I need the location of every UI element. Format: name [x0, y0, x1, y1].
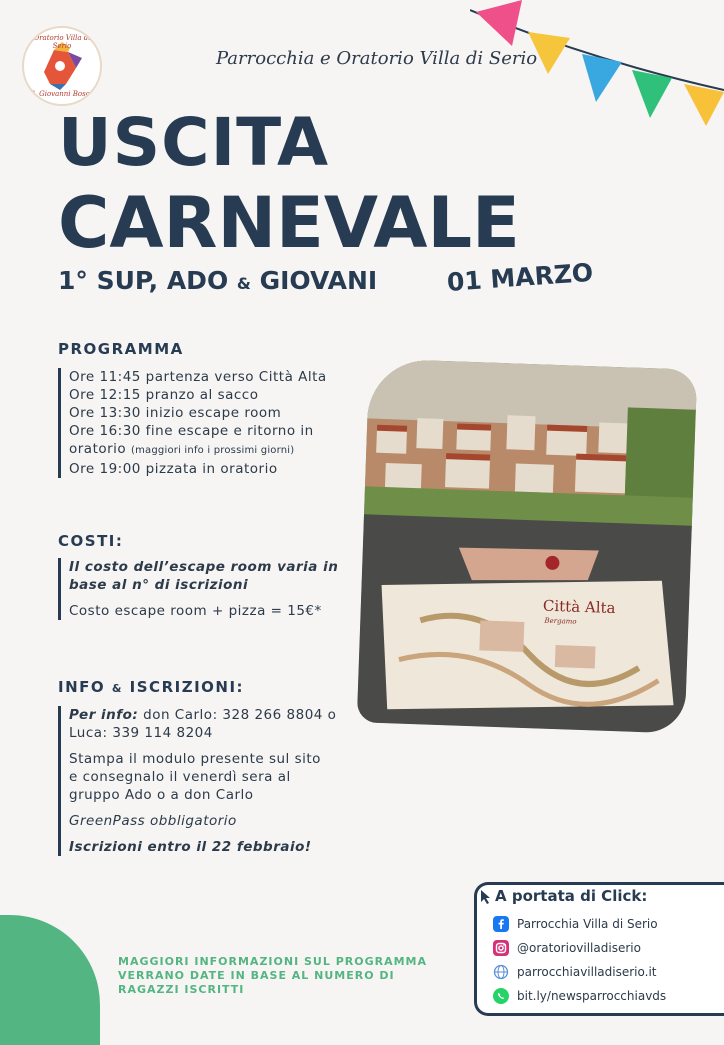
cursor-icon [479, 889, 493, 905]
stampa-line: gruppo Ado o a don Carlo [69, 787, 254, 803]
subtitle-part-b: GIOVANI [250, 266, 378, 295]
whatsapp-link[interactable] [517, 989, 666, 1003]
instagram-icon [493, 940, 509, 956]
per-info-line: Luca: 339 114 8204 [69, 725, 213, 741]
map-subtitle: Bergamo [544, 616, 577, 626]
logo-text-top: Oratorio Villa di Serio [33, 34, 91, 50]
programma-item-text: oratorio [69, 441, 127, 457]
city-photo-illustration [357, 358, 698, 733]
logo-text-bottom: S. Giovanni Bosco [30, 90, 94, 98]
title-line2: CARNEVALE [58, 182, 520, 264]
greenpass-note: GreenPass obbligatorio [69, 813, 237, 829]
per-info-contact: don Carlo: 328 266 8804 o [138, 707, 337, 723]
programma-item: Ore 12:15 pranzo al sacco [69, 387, 259, 403]
programma-item: Ore 13:30 inizio escape room [69, 405, 282, 421]
event-date: 01 MARZO [446, 257, 595, 297]
programma-item: Ore 16:30 fine escape e ritorno in [69, 423, 314, 439]
costi-heading: COSTI: [58, 532, 124, 550]
instagram-link[interactable] [517, 941, 641, 955]
stampa-line: e consegnalo il venerdì sera al [69, 769, 291, 785]
per-info-label: Per info: [69, 707, 139, 723]
oratorio-logo [22, 26, 102, 106]
programma-heading: PROGRAMMA [58, 340, 184, 358]
info-heading [58, 678, 244, 696]
costi-price: Costo escape room + pizza = 15€* [69, 603, 322, 619]
info-heading-a: INFO [58, 678, 112, 696]
map-title: Città Alta [542, 596, 616, 618]
bunting-flag [528, 32, 570, 74]
facebook-icon [493, 916, 509, 932]
programma-list [58, 368, 369, 478]
title-line1: USCITA [58, 104, 330, 181]
website-label: parrocchiavilladiserio.it [517, 965, 657, 979]
subtitle-ampersand: & [236, 274, 251, 293]
costi-note: base al n° di iscrizioni [69, 577, 249, 593]
subtitle-part-a: 1° SUP, ADO [58, 266, 237, 295]
green-decoration [0, 915, 100, 1045]
costi-block [58, 558, 369, 620]
bottom-note: MAGGIORI INFORMAZIONI SUL PROGRAMMA VERRANO DATE IN BASE AL NUMERO DI RAGAZZI ISCRITTI [118, 955, 427, 996]
stampa-line: Stampa il modulo presente sul sito [69, 751, 321, 767]
instagram-label: @oratoriovilladiserio [517, 941, 641, 955]
programma-item [69, 440, 369, 460]
bunting-decoration [470, 0, 724, 130]
info-heading-amp: & [111, 682, 123, 695]
facebook-label: Parrocchia Villa di Serio [517, 917, 658, 931]
city-photo [357, 358, 698, 733]
programma-item: Ore 11:45 partenza verso Città Alta [69, 369, 327, 385]
website-link[interactable] [517, 965, 657, 979]
social-links-box [474, 882, 724, 1016]
deadline-note: Iscrizioni entro il 22 febbraio! [69, 839, 312, 855]
globe-icon [493, 964, 509, 980]
bunting-flag [632, 70, 672, 118]
costi-note: Il costo dell’escape room varia in [69, 559, 339, 575]
whatsapp-label: bit.ly/newsparrocchiavds [517, 989, 667, 1003]
bunting-flag [582, 54, 622, 102]
per-info-line [69, 706, 369, 724]
whatsapp-icon [493, 988, 509, 1004]
programma-item: Ore 19:00 pizzata in oratorio [69, 461, 278, 477]
bunting-flag [684, 84, 724, 126]
bunting-flag [476, 0, 522, 46]
subtitle [58, 266, 377, 295]
programma-item-note: (maggiori info i prossimi giorni) [131, 445, 295, 456]
parish-name: Parrocchia e Oratorio Villa di Serio [216, 48, 538, 69]
info-block [58, 706, 369, 856]
click-title: A portata di Click: [495, 887, 648, 905]
facebook-link[interactable] [517, 917, 658, 931]
info-heading-b: ISCRIZIONI: [122, 678, 245, 696]
